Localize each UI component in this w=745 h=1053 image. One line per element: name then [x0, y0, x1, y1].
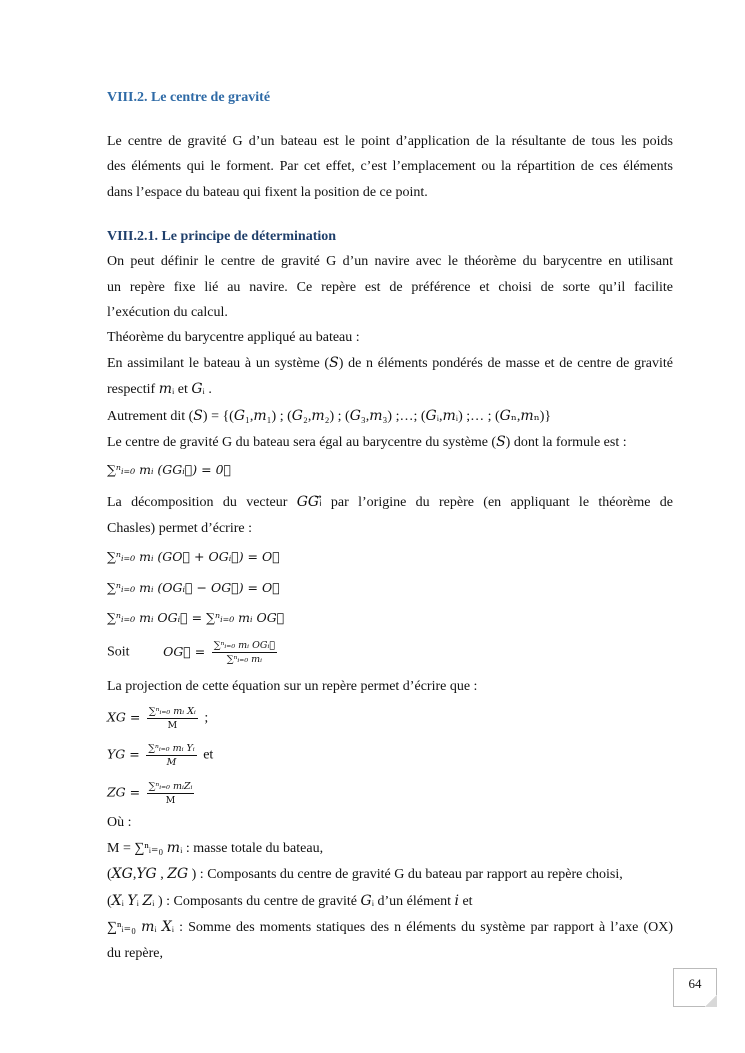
system-definition: Autrement dit (𝑆) = {(𝐺₁,𝑚₁) ; (𝐺₂,𝑚₂) ; (𝐺₃,𝑚₃) ;…; (𝐺ᵢ,𝑚ᵢ) ;… ; (𝐺ₙ,𝑚ₙ)} — [107, 409, 552, 424]
def-line-2: (𝑋𝐺,𝑌𝐺 , 𝑍𝐺 ) : Composants du centre de gravité G du bateau par rapport au repère choisi, — [107, 867, 623, 882]
def-line-4: ∑ⁿᵢ₌₀ 𝑚ᵢ 𝑋ᵢ : Somme des moments statiques des n éléments du système par rapport à l’axe (OX) — [107, 920, 673, 935]
equation-xg — [107, 706, 208, 731]
xg-lhs: 𝑋𝐺 = — [107, 709, 141, 725]
og-lhs: 𝑂𝐺⃗ = — [163, 643, 206, 659]
section-title: VIII.2. Le centre de gravité — [107, 90, 271, 105]
intro-line-1: Le centre de gravité G d’un bateau est le point d’application de la résultante de tous les poids — [107, 134, 673, 149]
def-line-1: M = ∑ⁿᵢ₌₀ 𝑚ᵢ : masse totale du bateau, — [107, 841, 324, 856]
equation-chasles-1: ∑ⁿᵢ₌₀ 𝑚ᵢ (𝐺𝑂⃗ + 𝑂𝐺ᵢ⃗) = 𝑂⃗ — [107, 549, 280, 564]
body-line-8: Le centre de gravité G du bateau sera égal au barycentre du système (𝑆) dont la formule est : — [107, 435, 627, 450]
equation-zg — [107, 781, 197, 806]
def-line-3: (𝑋ᵢ 𝑌ᵢ 𝑍ᵢ ) : Composants du centre de gravité 𝐺ᵢ d’un élément 𝑖 et — [107, 894, 473, 909]
soit-label: Soit — [107, 644, 130, 660]
yg-lhs: 𝑌𝐺 = — [107, 746, 140, 762]
yg-denominator: 𝑀 — [166, 757, 177, 768]
equation-yg — [107, 743, 213, 768]
zg-numerator: ∑ⁿᵢ₌₀ 𝑚ᵢ𝑍ᵢ — [148, 781, 193, 792]
intro-line-3: dans l’espace du bateau qui fixent la position de ce point. — [107, 185, 428, 200]
body-line-3: l’exécution du calcul. — [107, 305, 228, 320]
xg-denominator: M — [167, 720, 178, 731]
body-line-4: Théorème du barycentre appliqué au bateau : — [107, 330, 360, 345]
og-fraction — [212, 640, 277, 665]
xg-fraction — [147, 706, 198, 731]
subsection-title: VIII.2.1. Le principe de détermination — [107, 229, 337, 244]
og-denominator: ∑ⁿᵢ₌₀ 𝑚ᵢ — [226, 654, 263, 665]
projection-line: La projection de cette équation sur un repère permet d’écrire que : — [107, 679, 478, 694]
equation-og — [107, 640, 280, 665]
decomposition-line-2: Chasles) permet d’écrire : — [107, 521, 252, 536]
yg-fraction — [146, 743, 197, 768]
body-line-6: respectif 𝑚ᵢ et 𝐺ᵢ . — [107, 382, 212, 397]
og-numerator: ∑ⁿᵢ₌₀ 𝑚ᵢ 𝑂𝐺ᵢ⃗ — [213, 640, 276, 651]
equation-chasles-3: ∑ⁿᵢ₌₀ 𝑚ᵢ 𝑂𝐺ᵢ⃗ = ∑ⁿᵢ₌₀ 𝑚ᵢ 𝑂𝐺⃗ — [107, 610, 285, 625]
def-line-5: du repère, — [107, 946, 163, 961]
equation-barycentre: ∑ⁿᵢ₌₀ 𝑚ᵢ (𝐺𝐺ᵢ⃗) = 0⃗ — [107, 462, 232, 477]
yg-suffix: et — [199, 747, 214, 763]
body-line-5: En assimilant le bateau à un système (𝑆) de n éléments pondérés de masse et de centre de gravité — [107, 356, 673, 371]
ou-label: Où : — [107, 815, 132, 830]
xg-numerator: ∑ⁿᵢ₌₀ 𝑚ᵢ 𝑋ᵢ — [148, 706, 196, 717]
zg-lhs: 𝑍𝐺 = — [107, 784, 141, 800]
zg-denominator: M — [165, 795, 176, 806]
equation-chasles-2: ∑ⁿᵢ₌₀ 𝑚ᵢ (𝑂𝐺ᵢ⃗ − 𝑂𝐺⃗) = 𝑂⃗ — [107, 580, 280, 595]
body-line-2: un repère fixe lié au navire. Ce repère est de préférence et choisi de sorte qu’il facilite — [107, 280, 673, 295]
page-number: 64 — [673, 968, 717, 1007]
xg-suffix: ; — [200, 710, 209, 726]
yg-numerator: ∑ⁿᵢ₌₀ 𝑚ᵢ 𝑌ᵢ — [148, 743, 195, 754]
decomposition-line-1: La décomposition du vecteur 𝐺𝐺ᵢ⃗ par l’origine du repère (en appliquant le théorème de — [107, 495, 673, 510]
zg-fraction — [147, 781, 195, 806]
body-line-1: On peut définir le centre de gravité G d’un navire avec le théorème du barycentre en utilisant — [107, 254, 673, 269]
intro-line-2: des éléments qui le forment. Par cet effet, c’est l’emplacement ou la répartition de ces éléments — [107, 159, 673, 174]
